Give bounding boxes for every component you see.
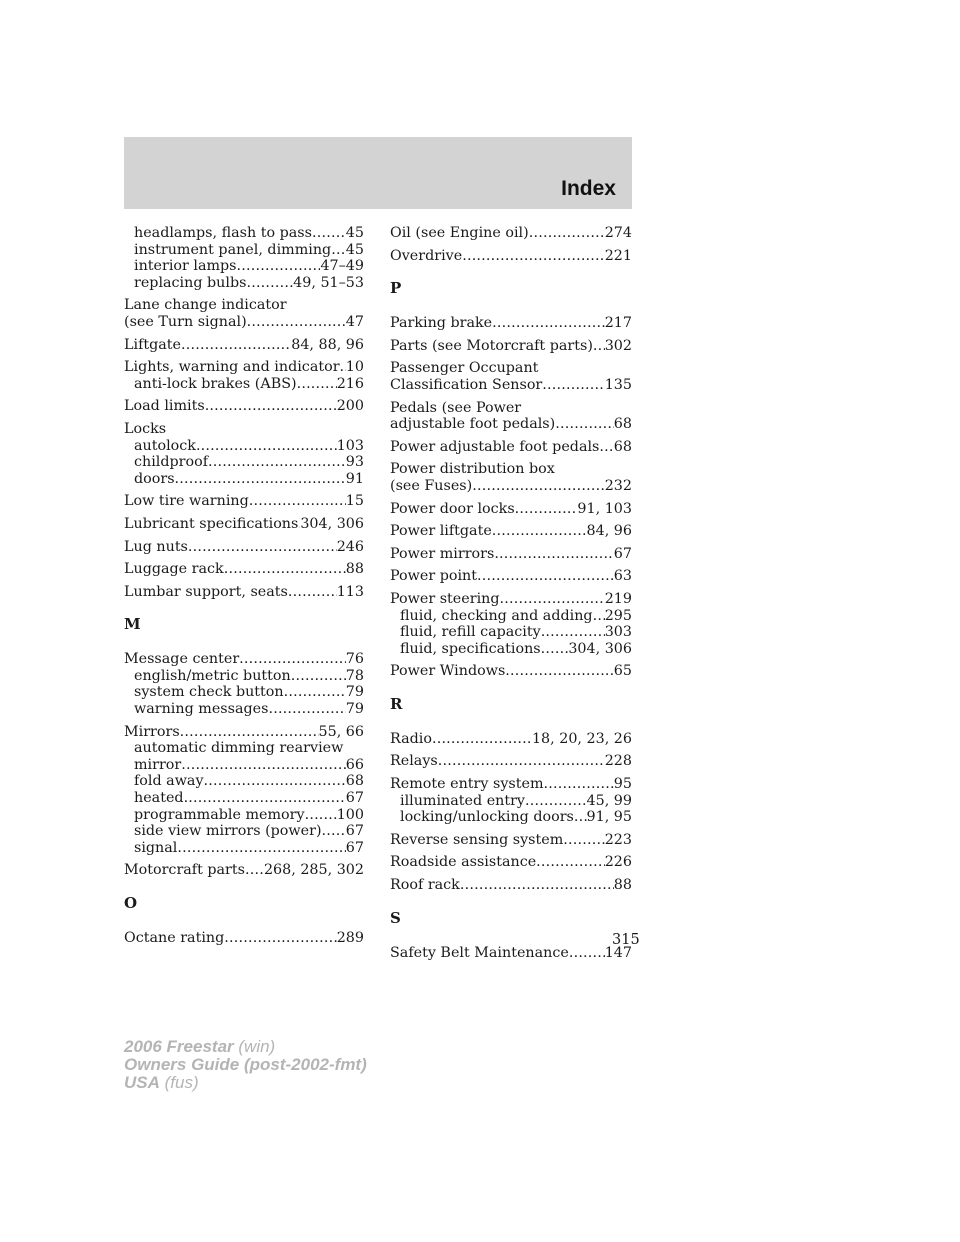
index-entry: Luggage rack ..... 88 (124, 561, 364, 578)
index-entry: automatic dimming rearview (134, 740, 344, 757)
index-entry: Classification Sensor ..... 135 (390, 377, 632, 394)
section-letter: O (124, 894, 138, 912)
index-entry: Safety Belt Maintenance ..... 147 (390, 945, 632, 962)
index-entry: Relays ..... 228 (390, 753, 632, 770)
index-entry: Motorcraft parts ..... 268, 285, 302 (124, 862, 364, 879)
index-entry: Low tire warning ..... 15 (124, 493, 364, 510)
section-letter: M (124, 615, 141, 634)
index-entry: illuminated entry ..... 45, 99 (390, 793, 632, 810)
index-entry: fluid, specifications ..... 304, 306 (390, 641, 632, 658)
index-entry: (see Fuses) ..... 232 (390, 478, 632, 495)
index-entry: Power liftgate ..... 84, 96 (390, 523, 632, 540)
section-letter: P (390, 279, 402, 298)
index-entry: instrument panel, dimming ..... 45 (124, 242, 364, 259)
index-entry: Roadside assistance ..... 226 (390, 854, 632, 871)
index-entry: Lubricant specifications ..... 304, 306 (124, 516, 364, 533)
index-entry: warning messages ..... 79 (124, 701, 364, 718)
index-entry: Power adjustable foot pedals ..... 68 (390, 439, 632, 456)
index-entry: Octane rating ..... 289 (124, 930, 364, 947)
index-entry: Power Windows ..... 65 (390, 663, 632, 680)
index-entry: interior lamps ..... 47–49 (124, 258, 364, 275)
index-entry: mirror ..... 66 (124, 757, 364, 774)
index-entry: Lug nuts ..... 246 (124, 539, 364, 556)
index-entry: Message center ..... 76 (124, 651, 364, 668)
index-entry: Lights, warning and indicator ..... 10 (124, 359, 364, 376)
index-entry: side view mirrors (power) ..... 67 (124, 823, 364, 840)
page-title: Index (561, 177, 616, 200)
index-entry: Liftgate ..... 84, 88, 96 (124, 337, 364, 354)
index-entry: Pedals (see Power (390, 399, 522, 416)
index-entry: autolock ..... 103 (124, 438, 364, 455)
index-entry: fluid, checking and adding ..... 295 (390, 608, 632, 625)
index-entry: Passenger Occupant (390, 360, 539, 377)
index-entry: heated ..... 67 (124, 790, 364, 807)
index-entry: Roof rack ..... 88 (390, 877, 632, 894)
index-entry: system check button ..... 79 (124, 684, 364, 701)
index-entry: Reverse sensing system ..... 223 (390, 832, 632, 849)
index-entry: signal ..... 67 (124, 840, 364, 857)
index-entry: Overdrive ..... 221 (390, 248, 632, 265)
index-entry: replacing bulbs ..... 49, 51–53 (124, 275, 364, 292)
index-entry: Locks (124, 420, 167, 437)
index-entry: Power door locks ..... 91, 103 (390, 501, 632, 518)
index-entry: Lane change indicator (124, 297, 287, 314)
index-entry: Load limits ..... 200 (124, 398, 364, 415)
index-entry: (see Turn signal) ..... 47 (124, 314, 364, 331)
index-entry: Parts (see Motorcraft parts) ..... 302 (390, 338, 632, 355)
page-number: 315 (612, 932, 640, 948)
index-entry: english/metric button ..... 78 (124, 668, 364, 685)
index-entry: Power steering ..... 219 (390, 591, 632, 608)
section-letter: S (390, 908, 401, 927)
index-entry: programmable memory ..... 100 (124, 807, 364, 824)
index-entry: Oil (see Engine oil) ..... 274 (390, 225, 632, 242)
index-entry: doors ..... 91 (124, 471, 364, 488)
index-entry: fold away ..... 68 (124, 773, 364, 790)
index-entry: locking/unlocking doors ..... 91, 95 (390, 809, 632, 826)
index-entry: Power mirrors ..... 67 (390, 546, 632, 563)
index-entry: headlamps, flash to pass ..... 45 (124, 225, 364, 242)
index-entry: fluid, refill capacity ..... 303 (390, 624, 632, 641)
index-entry: Remote entry system ..... 95 (390, 776, 632, 793)
index-entry: Mirrors ..... 55, 66 (124, 724, 364, 741)
footer-watermark: 2006 Freestar (win) Owners Guide (post-2002-fmt) USA (fus) (124, 1037, 367, 1092)
index-entry: Power point ..... 63 (390, 568, 632, 585)
index-column-right (390, 225, 632, 961)
index-entry: Lumbar support, seats ..... 113 (124, 584, 364, 601)
index-entry: Power distribution box (390, 461, 555, 478)
index-column-left (124, 225, 364, 947)
index-entry: Parking brake ..... 217 (390, 315, 632, 332)
header-band (124, 137, 632, 209)
index-entry: childproof ..... 93 (124, 454, 364, 471)
section-letter: R (390, 694, 403, 713)
index-entry: anti-lock brakes (ABS) ..... 216 (124, 376, 364, 393)
index-entry: adjustable foot pedals) ..... 68 (390, 416, 632, 433)
index-entry: Radio ..... 18, 20, 23, 26 (390, 731, 632, 748)
